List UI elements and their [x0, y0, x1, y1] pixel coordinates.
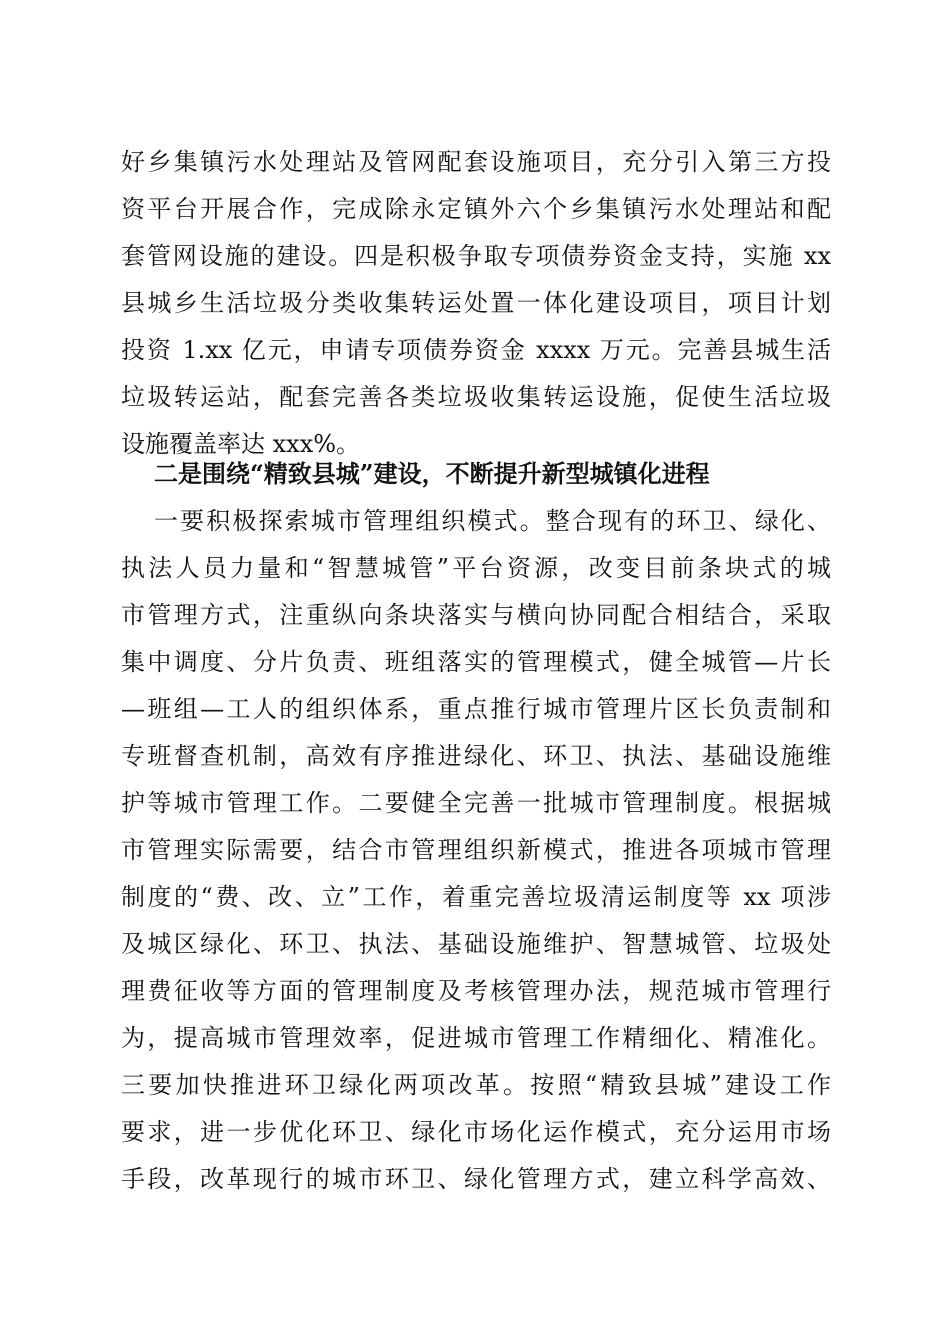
body-line: 市管理实际需要，结合市管理组织新模式，推进各项城市管理	[121, 836, 831, 864]
section-heading: 二是围绕“精致县城”建设，不断提升新型城镇化进程	[154, 459, 710, 488]
body-line: —班组—工人的组织体系，重点推行城市管理片区长负责制和	[121, 695, 831, 723]
body-line: 集中调度、分片负责、班组落实的管理模式，健全城管—片长	[121, 648, 831, 676]
body-line: 手段，改革现行的城市环卫、绿化管理方式，建立科学高效、	[121, 1165, 831, 1193]
body-line: 好乡集镇污水处理站及管网配套设施项目，充分引入第三方投	[121, 148, 831, 176]
body-line: 市管理方式，注重纵向条块落实与横向协同配合相结合，采取	[121, 601, 831, 629]
body-line: 三要加快推进环卫绿化两项改革。按照“精致县城”建设工作	[121, 1071, 831, 1099]
body-line: 设施覆盖率达 xxx%。	[121, 430, 361, 458]
body-line: 专班督查机制，高效有序推进绿化、环卫、执法、基础设施维	[121, 742, 831, 770]
body-line: 理费征收等方面的管理制度及考核管理办法，规范城市管理行	[121, 977, 831, 1005]
body-line: 要求，进一步优化环卫、绿化市场化运作模式，充分运用市场	[121, 1118, 831, 1146]
body-line: 及城区绿化、环卫、执法、基础设施维护、智慧城管、垃圾处	[121, 930, 831, 958]
body-line: 一要积极探索城市管理组织模式。整合现有的环卫、绿化、	[154, 507, 831, 535]
body-line: 执法人员力量和“智慧城管”平台资源，改变目前条块式的城	[121, 554, 831, 582]
body-line: 资平台开展合作，完成除永定镇外六个乡集镇污水处理站和配	[121, 195, 831, 223]
body-line: 护等城市管理工作。二要健全完善一批城市管理制度。根据城	[121, 789, 831, 817]
body-line: 制度的“费、改、立”工作，着重完善垃圾清运制度等 xx 项涉	[121, 883, 831, 911]
body-line: 垃圾转运站，配套完善各类垃圾收集转运设施，促使生活垃圾	[121, 383, 831, 411]
body-line: 投资 1.xx 亿元，申请专项债券资金 xxxx 万元。完善县城生活	[121, 336, 831, 364]
body-line: 套管网设施的建设。四是积极争取专项债券资金支持，实施 xx	[121, 242, 831, 270]
body-line: 为，提高城市管理效率，促进城市管理工作精细化、精准化。	[121, 1024, 831, 1052]
body-line: 县城乡生活垃圾分类收集转运处置一体化建设项目，项目计划	[121, 289, 831, 317]
